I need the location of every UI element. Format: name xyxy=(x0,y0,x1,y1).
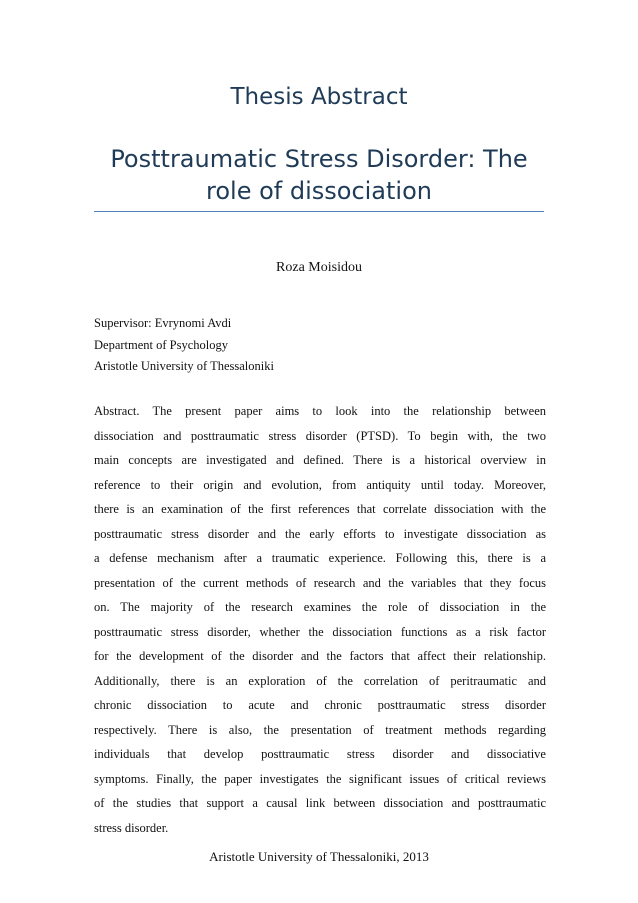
abstract-line: a defense mechanism after a traumatic experience. Following this, there is a xyxy=(94,551,546,565)
department-line: Department of Psychology xyxy=(94,337,229,352)
document-title xyxy=(94,143,544,207)
abstract-line: presentation of the current methods of research and the variables that they focus xyxy=(94,575,546,590)
abstract-line: individuals that develop posttraumatic stress disorder and dissociative xyxy=(94,747,546,761)
abstract-line: reference to their origin and evolution, from antiquity until today. Moreover, xyxy=(94,477,546,492)
university-line: Aristotle University of Thessaloniki xyxy=(94,359,274,373)
abstract-line: respectively. There is also, the presentation of treatment methods regarding xyxy=(94,722,546,737)
abstract-line: main concepts are investigated and defined. There is a historical overview in xyxy=(94,453,546,467)
author-name: Roza Moisidou xyxy=(276,260,362,275)
abstract-line: Abstract. The present paper aims to look into the relationship between xyxy=(94,404,546,418)
title-line-1: Posttraumatic Stress Disorder: The xyxy=(110,145,528,173)
supervisor-line: Supervisor: Evrynomi Avdi xyxy=(94,316,232,330)
abstract-line: posttraumatic stress disorder, whether the dissociation functions as a risk factor xyxy=(94,624,546,639)
abstract-line: Additionally, there is an exploration of the correlation of peritraumatic and xyxy=(94,673,546,688)
page-footer: Aristotle University of Thessaloniki, 2013 xyxy=(209,849,429,864)
affiliation-block xyxy=(94,313,554,378)
abstract-line: chronic dissociation to acute and chronic posttraumatic stress disorder xyxy=(94,698,546,712)
abstract-line: on. The majority of the research examines the role of dissociation in the xyxy=(94,600,546,614)
abstract-line: there is an examination of the first references that correlate dissociation with the xyxy=(94,502,546,516)
document-label: Thesis Abstract xyxy=(230,84,408,110)
abstract-line: symptoms. Finally, the paper investigates the significant issues of critical reviews xyxy=(94,771,546,786)
abstract-line: for the development of the disorder and the factors that affect their relationship. xyxy=(94,649,546,663)
title-line-2: role of dissociation xyxy=(206,177,432,205)
abstract-paragraph xyxy=(94,399,546,840)
abstract-line: dissociation and posttraumatic stress disorder (PTSD). To begin with, the two xyxy=(94,428,546,443)
abstract-line: posttraumatic stress disorder and the early efforts to investigate dissociation as xyxy=(94,526,546,541)
abstract-line: of the studies that support a causal link between dissociation and posttraumatic xyxy=(94,796,546,810)
title-underline xyxy=(94,211,544,212)
abstract-line: stress disorder. xyxy=(94,820,169,835)
